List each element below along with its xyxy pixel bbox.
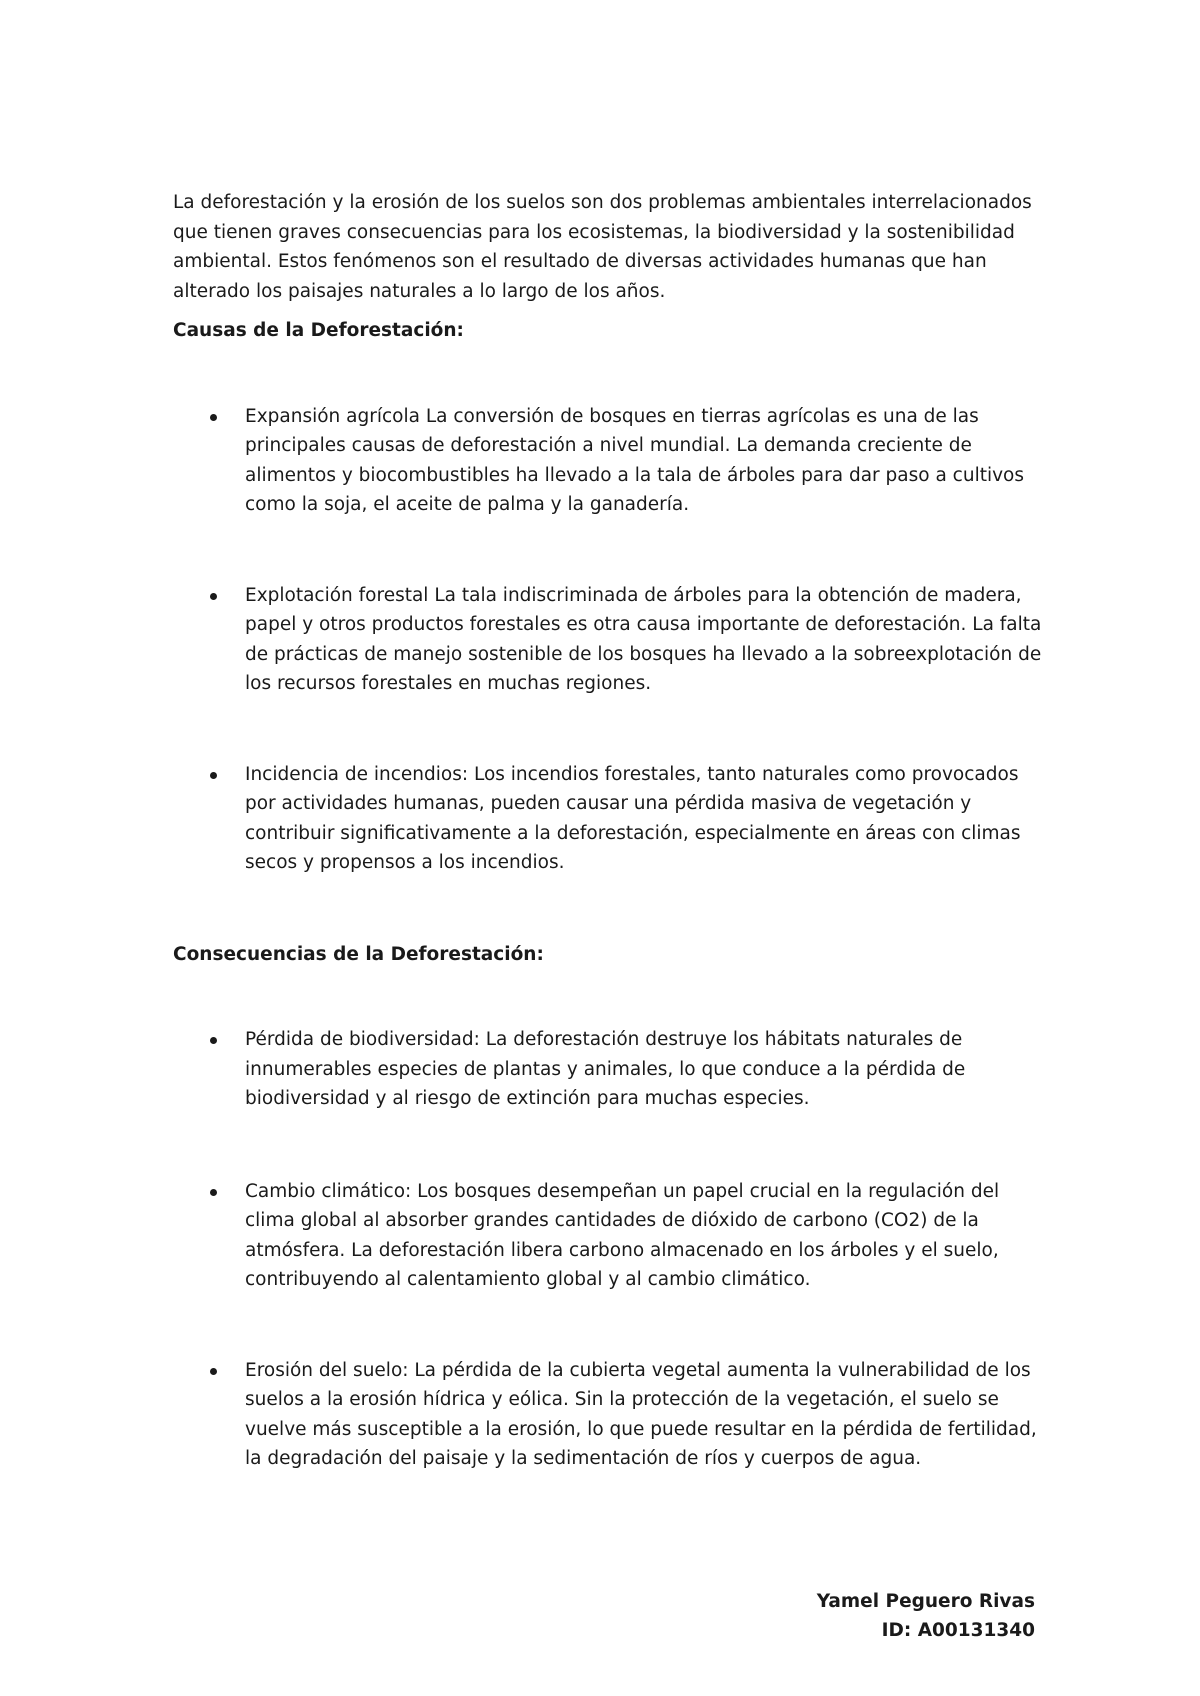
bullet-icon xyxy=(210,1037,217,1044)
bullet-icon xyxy=(210,1189,217,1196)
list-item-text: Explotación forestal La tala indiscriminada de árboles para la obtención de madera, papel y otros productos forestales es otra causa importante de deforestación. La falta de prácticas de manejo sostenible de los bosques ha llevado a la sobreexplotación de los recursos forestales en muchas regiones. xyxy=(245,584,1042,694)
bullet-icon xyxy=(210,772,217,779)
author-id: ID: A00131340 xyxy=(881,1620,1035,1641)
author-name: Yamel Peguero Rivas xyxy=(816,1591,1035,1612)
list-item-text: Erosión del suelo: La pérdida de la cubierta vegetal aumenta la vulnerabilidad de los suelos a la erosión hídrica y eólica. Sin la protección de la vegetación, el suelo se vuelve más susceptible a la erosión, lo que puede resultar en la pérdida de fertilidad, la degradación del paisaje y la sedimentación de ríos y cuerpos de agua. xyxy=(245,1359,1037,1469)
list-item xyxy=(173,1356,1053,1474)
bullet-icon xyxy=(210,593,217,600)
causes-list xyxy=(173,402,1053,878)
list-item-text: Cambio climático: Los bosques desempeñan un papel crucial en la regulación del clima global al absorber grandes cantidades de dióxido de carbono (CO2) de la atmósfera. La deforestación libera carbono almacenado en los árboles y el suelo, contribuyendo al calentamiento global y al cambio climático. xyxy=(245,1180,1000,1290)
intro-paragraph: La deforestación y la erosión de los suelos son dos problemas ambientales interrelacionados que tienen graves consecuencias para los ecosistemas, la biodiversidad y la sostenibilidad ambiental. Estos fenómenos son el resultado de diversas actividades humanas que han alterado los paisajes naturales a lo largo de los años. xyxy=(173,192,1032,302)
consequences-heading: Consecuencias de la Deforestación: xyxy=(173,943,544,965)
causes-heading: Causas de la Deforestación: xyxy=(173,320,464,341)
list-item xyxy=(173,1177,1053,1295)
list-item xyxy=(173,581,1053,699)
document-body xyxy=(173,188,1053,1474)
bullet-icon xyxy=(210,414,217,421)
list-item-text: Pérdida de biodiversidad: La deforestación destruye los hábitats naturales de innumerables especies de plantas y animales, lo que conduce a la pérdida de biodiversidad y al riesgo de extinción para muchas especies. xyxy=(245,1029,966,1109)
list-item-text: Incidencia de incendios: Los incendios forestales, tanto naturales como provocados por actividades humanas, pueden causar una pérdida masiva de vegetación y contribuir significativamente a la deforestación, especialmente en áreas con climas secos y propensos a los incendios. xyxy=(245,763,1021,873)
signature-block xyxy=(817,1587,1035,1645)
list-item xyxy=(173,402,1053,520)
list-item-text: Expansión agrícola La conversión de bosques en tierras agrícolas es una de las principales causas de deforestación a nivel mundial. La demanda creciente de alimentos y biocombustibles ha llevado a la tala de árboles para dar paso a cultivos como la soja, el aceite de palma y la ganadería. xyxy=(245,405,1025,515)
list-item xyxy=(173,1025,1053,1114)
consequences-list xyxy=(173,1025,1053,1474)
list-item xyxy=(173,760,1053,878)
bullet-icon xyxy=(210,1368,217,1375)
